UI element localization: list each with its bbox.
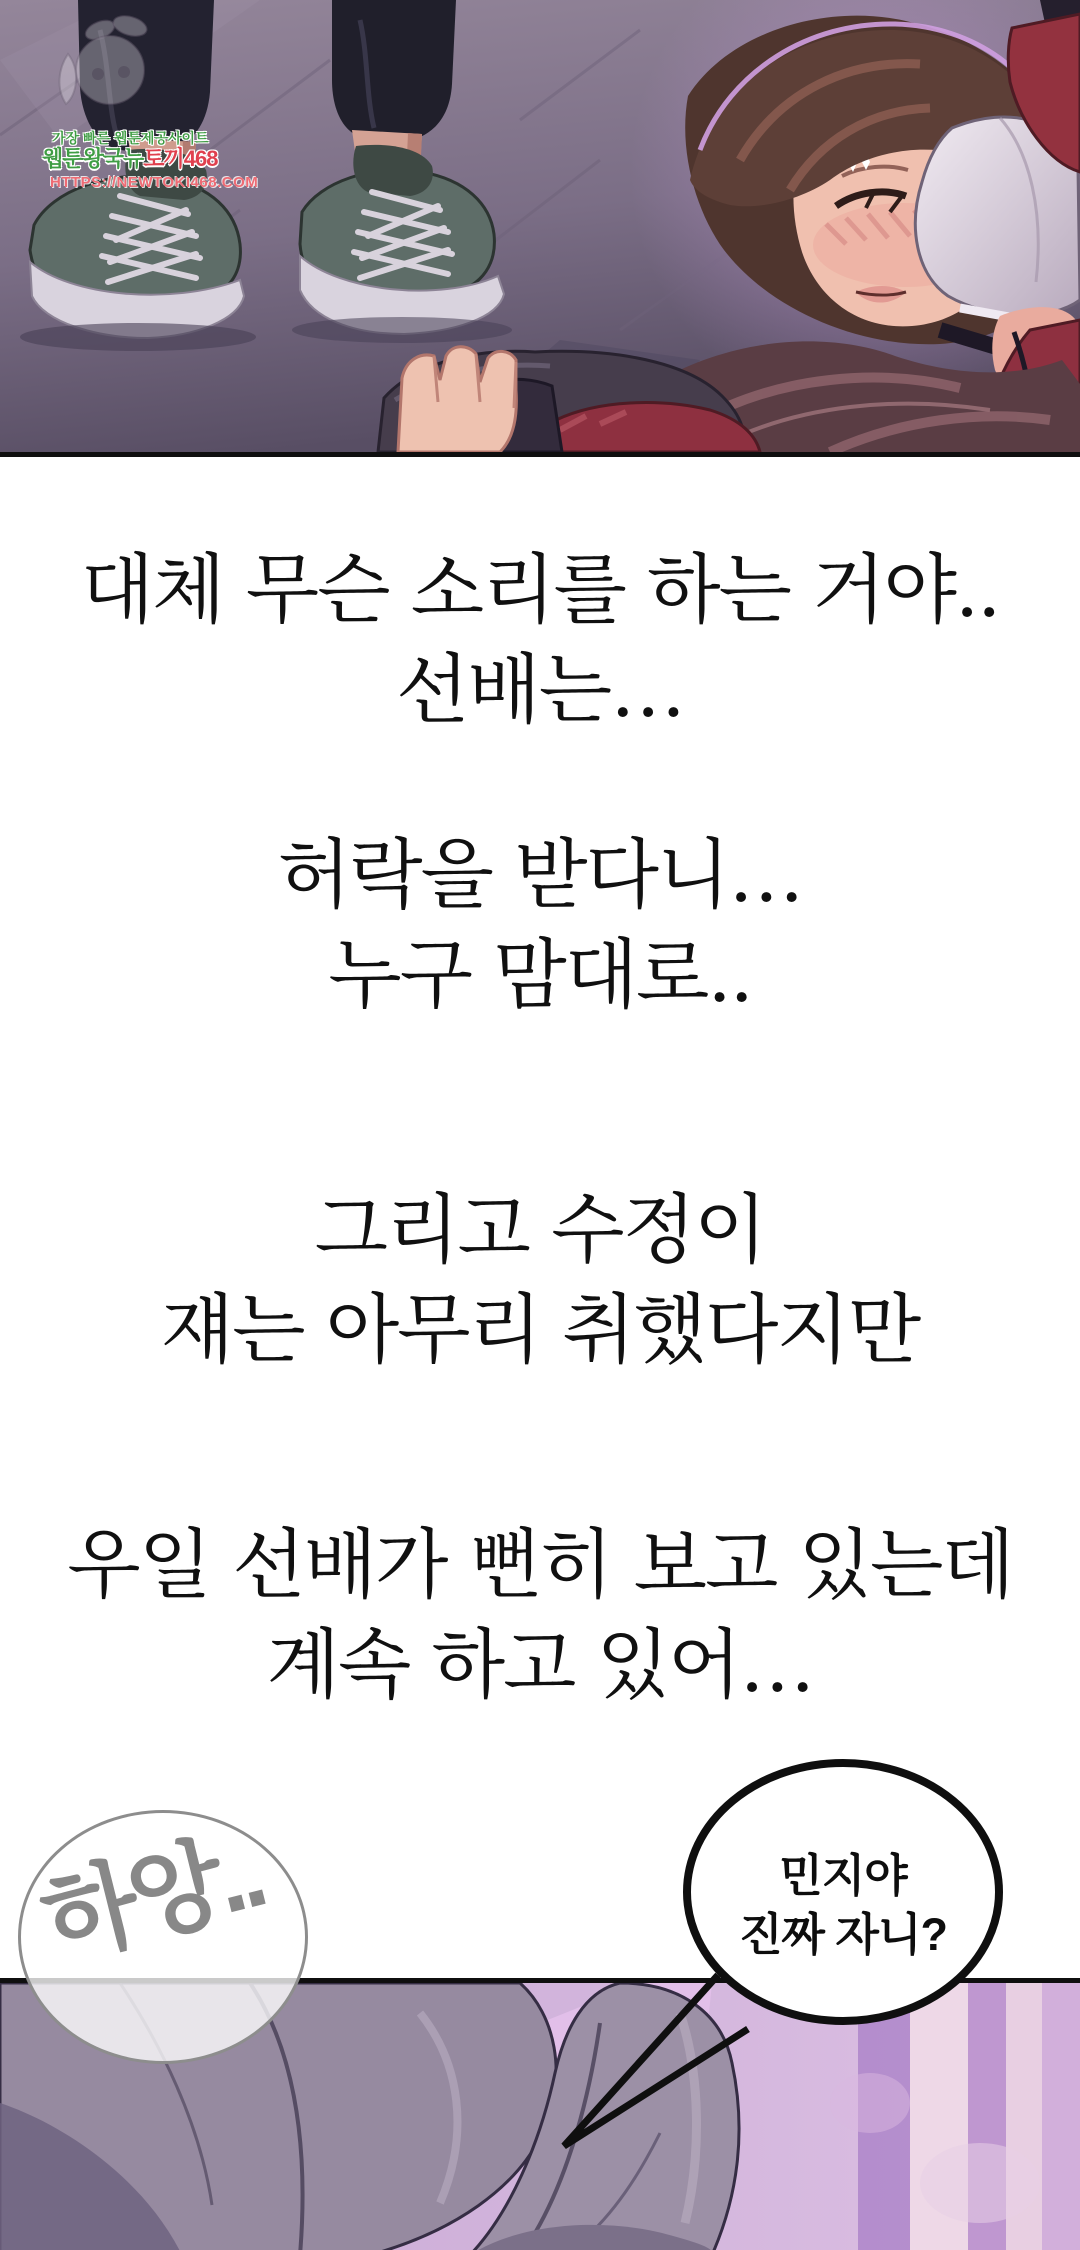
narration-block-3 — [0, 1180, 1080, 1380]
site-watermark — [0, 0, 400, 230]
watermark-sitename — [42, 148, 217, 170]
hand-fingers — [398, 347, 516, 452]
narration-line: 쟤는 아무리 취했다지만 — [160, 1285, 920, 1374]
narration-block-1 — [0, 540, 1080, 740]
lying-woman — [656, 0, 1080, 452]
narration-block-2 — [0, 825, 1080, 1025]
watermark-sitename-red: 토끼468 — [143, 146, 218, 171]
watermark-sitename-green: 웹툰왕국뉴 — [42, 146, 144, 171]
watermark-mascot-icon — [40, 12, 170, 142]
speech-line: 진짜 자니? — [739, 1909, 947, 1960]
sfx-text: 하앙.. — [31, 1817, 272, 1978]
panel-top-scene — [0, 0, 1080, 457]
watermark-tagline: 가장 빠른 웹툰제공사이트 — [52, 130, 209, 146]
narration-line: 그리고 수정이 — [314, 1185, 766, 1274]
narration-line: 계속 하고 있어… — [266, 1620, 814, 1709]
narration-line: 선배는… — [395, 645, 685, 734]
narration-block-4 — [0, 1515, 1080, 1715]
speech-bubble-text — [690, 1846, 996, 1964]
narration-line: 누구 맘대로.. — [328, 930, 752, 1019]
speech-line: 민지야 — [779, 1850, 907, 1901]
narration-line: 우일 선배가 뻔히 보고 있는데 — [67, 1520, 1013, 1609]
speech-bubble-tail — [564, 1975, 748, 2146]
narration-line: 대체 무슨 소리를 하는 거야.. — [80, 545, 1000, 634]
narration-line: 허락을 받다니… — [277, 830, 803, 919]
watermark-url: HTTPS://NEWTOKI468.COM — [50, 174, 259, 191]
